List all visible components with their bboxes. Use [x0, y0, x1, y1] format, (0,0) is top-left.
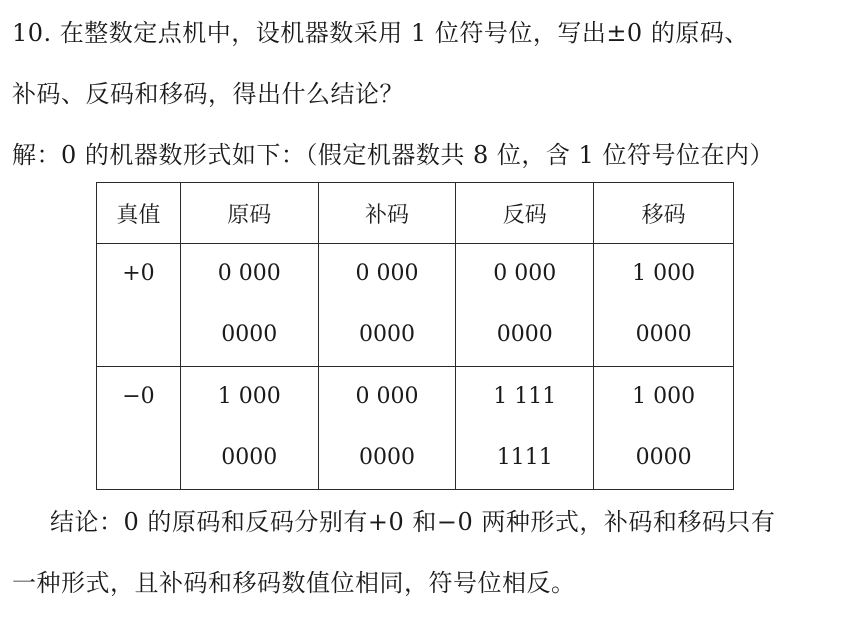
- code-line-1: 1 111: [493, 384, 557, 409]
- code-cell: [456, 367, 594, 490]
- code-line-2: 0000: [635, 445, 692, 470]
- code-cell: [318, 367, 456, 490]
- code-line-1: 1 000: [632, 384, 696, 409]
- code-line-2: 0000: [359, 322, 416, 347]
- header-sign-magnitude: 原码: [180, 183, 318, 244]
- solution-intro: 解：0 的机器数形式如下：（假定机器数共 8 位，含 1 位符号位在内）: [12, 141, 774, 169]
- code-cell: [180, 367, 318, 490]
- true-value: −0: [122, 384, 155, 409]
- code-cell: [594, 367, 734, 490]
- code-line-2: 0000: [635, 322, 692, 347]
- code-line-1: 0 000: [493, 261, 557, 286]
- conclusion-line-1: 结论：0 的原码和反码分别有+0 和−0 两种形式，补码和移码只有: [50, 508, 776, 536]
- header-true-value: 真值: [97, 183, 181, 244]
- code-line-1: 0 000: [355, 261, 419, 286]
- question-line-2: 补码、反码和移码，得出什么结论？: [12, 80, 404, 108]
- true-value-cell: [97, 367, 181, 490]
- code-line-2: 0000: [221, 445, 278, 470]
- code-line-1: 0 000: [217, 261, 281, 286]
- table-header-row: [97, 183, 734, 244]
- true-value: +0: [122, 261, 155, 286]
- code-cell: [456, 244, 594, 367]
- conclusion-line-2: 一种形式，且补码和移码数值位相同，符号位相反。: [12, 569, 576, 597]
- header-ones-complement: 反码: [456, 183, 594, 244]
- code-cell: [180, 244, 318, 367]
- code-line-2: 0000: [221, 322, 278, 347]
- code-line-2: 0000: [359, 445, 416, 470]
- code-line-1: 1 000: [217, 384, 281, 409]
- code-line-1: 0 000: [355, 384, 419, 409]
- header-twos-complement: 补码: [318, 183, 456, 244]
- code-cell: [594, 244, 734, 367]
- code-cell: [318, 244, 456, 367]
- question-line-1: 10. 在整数定点机中，设机器数采用 1 位符号位，写出±0 的原码、: [12, 19, 749, 47]
- true-value-cell: [97, 244, 181, 367]
- table-row: [97, 244, 734, 367]
- code-line-2: 1111: [496, 445, 553, 470]
- code-line-1: 1 000: [632, 261, 696, 286]
- header-offset-binary: 移码: [594, 183, 734, 244]
- table-row: [97, 367, 734, 490]
- code-line-2: 0000: [496, 322, 553, 347]
- machine-code-table: [96, 182, 734, 490]
